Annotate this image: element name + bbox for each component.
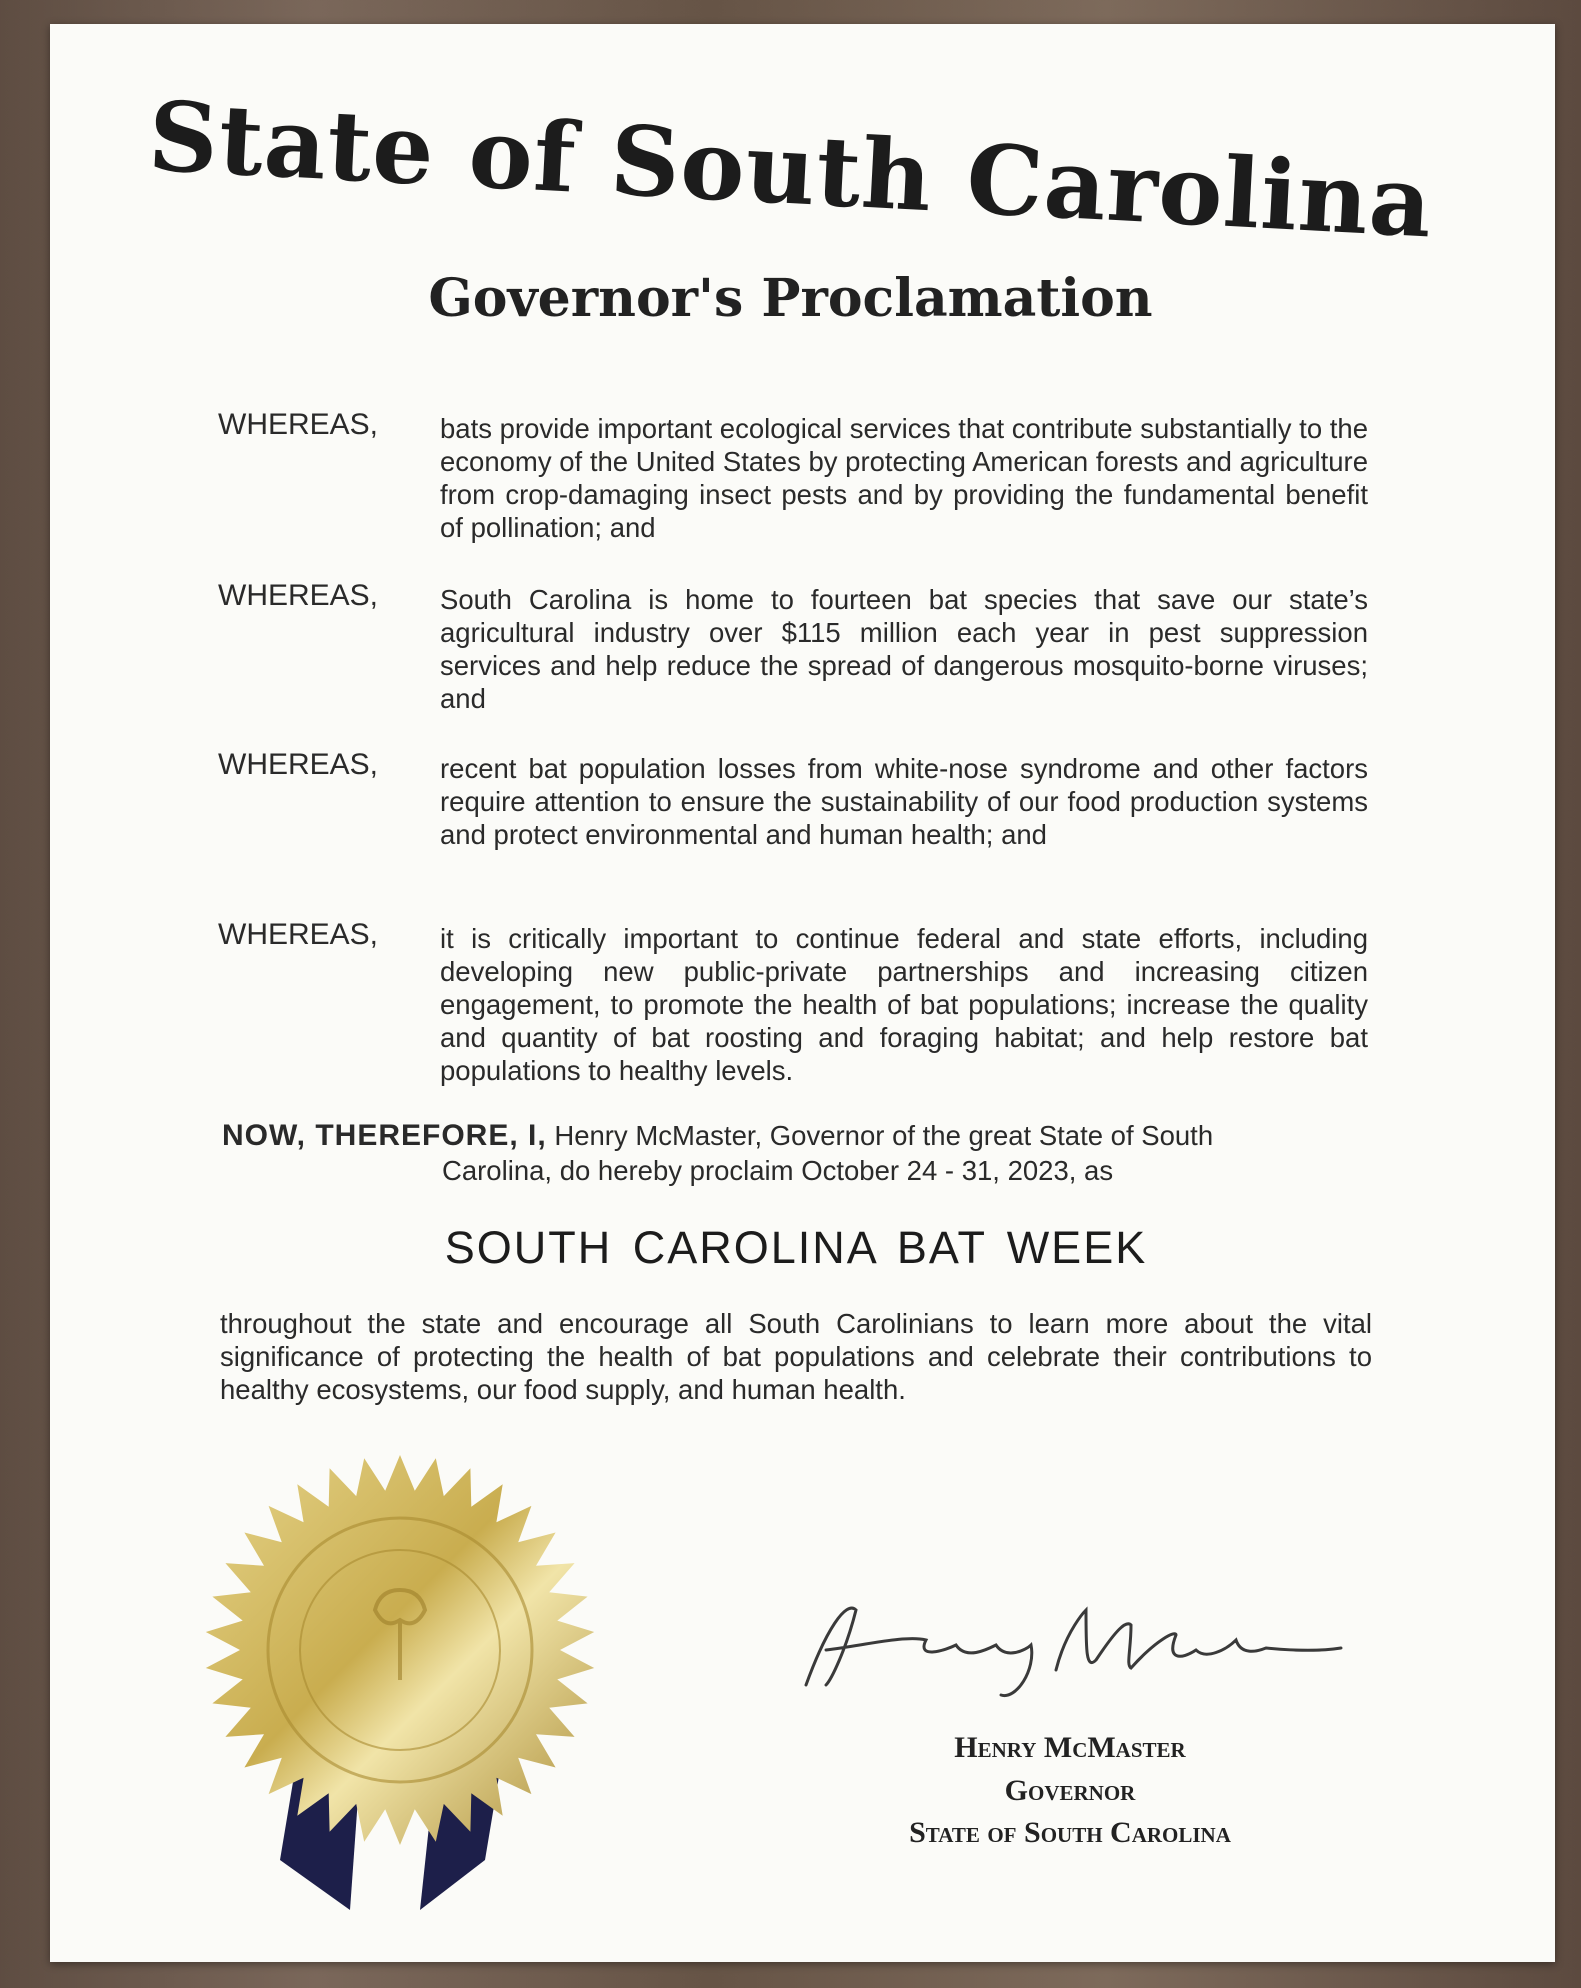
gold-seal	[200, 1440, 600, 1910]
document-title: State of South Carolina	[145, 79, 1436, 260]
now-therefore-label: NOW, THEREFORE, I,	[222, 1119, 547, 1152]
whereas-clause-3	[218, 748, 1368, 851]
closing-paragraph: throughout the state and encourage all South Carolinians to learn more about the vital significance of protecting the health of bat populations and celebrate their contributions to healthy ecosystems, our food supply, and human health.	[220, 1308, 1372, 1405]
whereas-clause-4	[218, 918, 1368, 1087]
clause-label: WHEREAS,	[218, 579, 379, 612]
proclamation-statement	[222, 1118, 1370, 1188]
signer-title: Governor	[1004, 1774, 1136, 1807]
clause-label: WHEREAS,	[218, 748, 379, 781]
proclamation-line-2: Carolina, do hereby proclaim October 24 - 31, 2023, as	[442, 1155, 1114, 1186]
clause-text: recent bat population losses from white-nose syndrome and other factors require attention to ensure the sustainability of our food production systems and protect environmental and human health; and	[440, 753, 1368, 850]
clause-text: it is critically important to continue federal and state efforts, including developing new public-private partnerships and increasing citizen engagement, to promote the health of bat populations; increase the quality and quantity of bat roosting and foraging habitat; and help restore bat populations to healthy levels.	[440, 923, 1368, 1086]
signer-state: State of South Carolina	[909, 1816, 1231, 1849]
whereas-clause-2	[218, 579, 1368, 715]
clause-label: WHEREAS,	[218, 408, 379, 441]
whereas-clause-1	[218, 408, 1368, 544]
handwritten-signature	[786, 1590, 1346, 1710]
signer-name: Henry McMaster	[954, 1731, 1186, 1764]
clause-text: South Carolina is home to fourteen bat species that save our state’s agricultural industry over $115 million each year in pest suppression services and help reduce the spread of dangerous mosquito-borne viruses; and	[440, 584, 1368, 714]
clause-label: WHEREAS,	[218, 918, 379, 951]
proclaimed-event-heading: SOUTH CAROLINA BAT WEEK	[444, 1222, 1148, 1273]
document-subtitle: Governor's Proclamation	[428, 268, 1153, 329]
proclamation-line-1: Henry McMaster, Governor of the great State of South	[554, 1120, 1214, 1151]
clause-text: bats provide important ecological services that contribute substantially to the economy of the United States by protecting American forests and agriculture from crop-damaging insect pests and by providing the fundamental benefit of pollination; and	[440, 413, 1368, 543]
